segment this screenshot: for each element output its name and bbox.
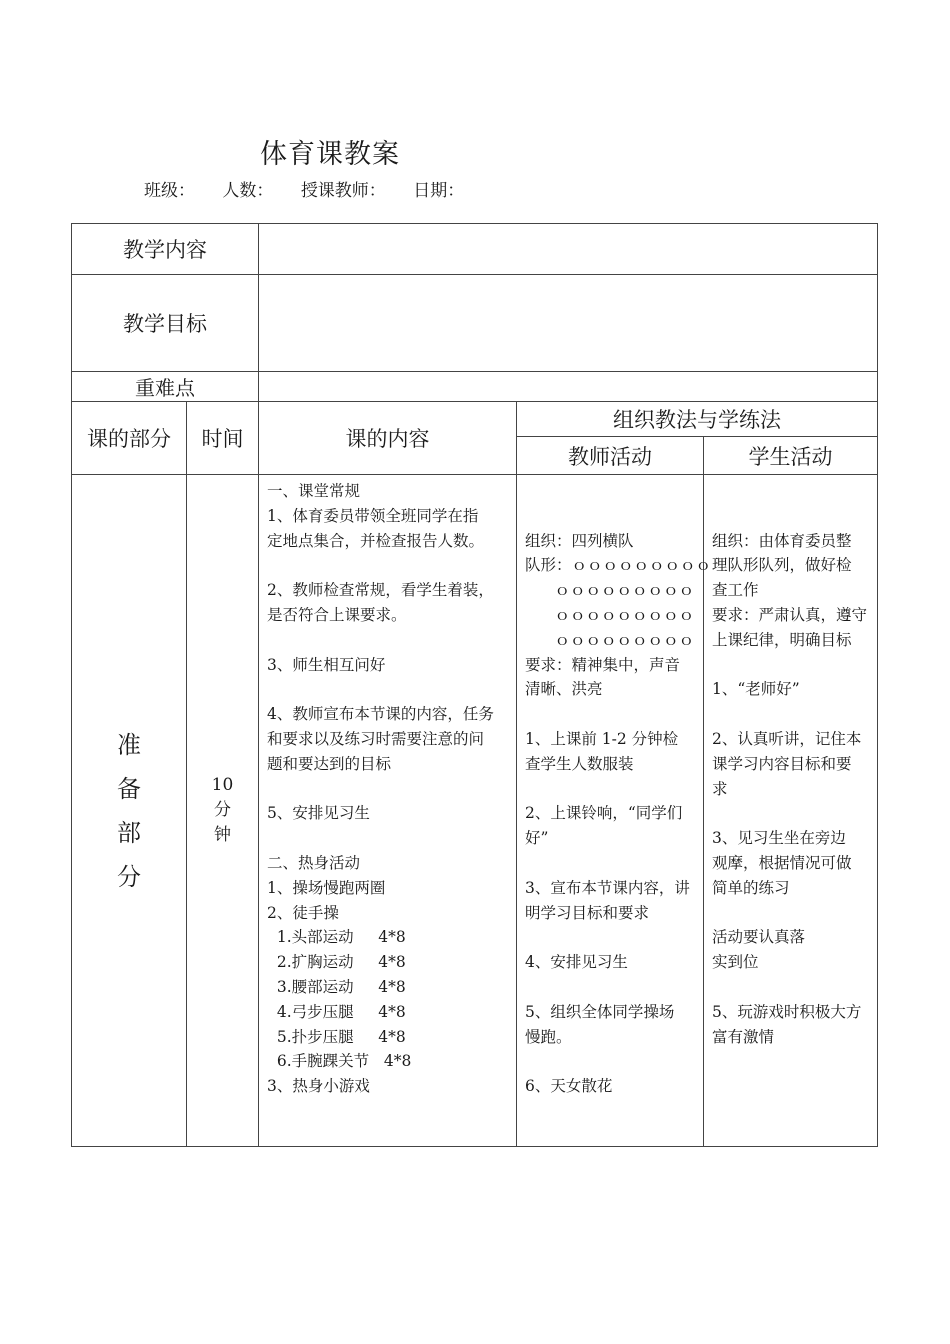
text-line: 一、课堂常规 — [267, 482, 361, 500]
text-line: 求 — [712, 779, 728, 798]
text-line — [712, 504, 869, 529]
time-unit: 分 — [214, 800, 231, 820]
text-line: 简单的练习 — [712, 878, 790, 897]
text-line — [267, 677, 508, 702]
text-line — [712, 801, 869, 826]
text-line: 组织：由体育委员整 — [712, 531, 852, 550]
text-line: 6.手腕踝关节 4*8 — [267, 1052, 412, 1071]
text-line — [267, 553, 508, 578]
text-line — [267, 628, 508, 653]
section-char: 部 — [117, 818, 141, 847]
text-line: 4、教师宣布本节课的内容，任务 — [267, 705, 494, 724]
text-line: 2、教师检查常规，看学生着装， — [267, 581, 494, 600]
text-line: 定地点集合，并检查报告人数。 — [267, 531, 485, 550]
text-line: 3、宣布本节课内容，讲 — [525, 878, 690, 897]
meta-date: 日期： — [413, 181, 465, 201]
text-line: 慢跑。 — [525, 1027, 572, 1046]
header-student: 学生活动 — [704, 437, 878, 475]
text-line: 6、天女散花 — [525, 1077, 613, 1096]
key-points-label: 重难点 — [72, 372, 259, 402]
text-line: 2、上课铃响，“同学们 — [525, 804, 683, 823]
teaching-objective-label: 教学目标 — [72, 275, 259, 372]
text-line: 明学习目标和要求 — [525, 903, 650, 922]
text-line — [267, 826, 508, 851]
text-line: ｏｏｏｏｏｏｏｏｏ — [525, 581, 695, 600]
text-line: 1.头部运动 4*8 — [267, 928, 406, 947]
text-line: 理队形队列，做好检 — [712, 556, 852, 575]
lesson-content — [259, 475, 517, 1147]
text-line: 清晰、洪亮 — [525, 680, 603, 699]
meta-count: 人数： — [222, 181, 274, 201]
text-line: 观摩，根据情况可做 — [712, 853, 852, 872]
time-unit: 钟 — [214, 825, 231, 845]
text-line: 富有激情 — [712, 1027, 775, 1046]
text-line: 3、热身小游戏 — [267, 1077, 370, 1096]
text-line: 4.弓步压腿 4*8 — [267, 1002, 406, 1021]
text-line: 要求：严肃认真，遵守 — [712, 605, 868, 624]
text-line: 二、热身活动 — [267, 853, 361, 872]
meta-teacher: 授课教师： — [300, 181, 386, 201]
student-activity — [704, 475, 878, 1147]
text-line: 课学习内容目标和要 — [712, 754, 852, 773]
header-content: 课的内容 — [259, 402, 517, 475]
text-line: 3、见习生坐在旁边 — [712, 829, 846, 848]
section-preparation — [72, 475, 187, 1147]
text-line: 2、徒手操 — [267, 903, 339, 922]
text-line: 3、师生相互问好 — [267, 655, 386, 674]
text-line: 4、安排见习生 — [525, 953, 628, 972]
text-line: 查学生人数服装 — [525, 754, 634, 773]
section-char: 准 — [117, 730, 141, 759]
text-line: 是否符合上课要求。 — [267, 605, 407, 624]
section-char: 备 — [117, 774, 141, 803]
text-line — [525, 504, 695, 529]
text-line — [525, 851, 695, 876]
text-line — [267, 777, 508, 802]
teaching-content-value — [259, 224, 878, 275]
text-line: 队形：ｏｏｏｏｏｏｏｏｏ — [525, 556, 712, 575]
text-line — [525, 777, 695, 802]
text-line: 活动要认真落 — [712, 928, 806, 947]
text-line: 题和要达到的目标 — [267, 754, 392, 773]
text-line: 1、体育委员带领全班同学在指 — [267, 506, 479, 525]
header-time: 时间 — [187, 402, 259, 475]
text-line: 1、上课前 1-2 分钟检 — [525, 729, 679, 748]
text-line: 2.扩胸运动 4*8 — [267, 953, 406, 972]
text-line: 5、玩游戏时积极大方 — [712, 1002, 862, 1021]
text-line: 5.扑步压腿 4*8 — [267, 1027, 406, 1046]
text-line: ｏｏｏｏｏｏｏｏｏ — [525, 630, 695, 649]
text-line: 实到位 — [712, 953, 759, 972]
header-teacher: 教师活动 — [517, 437, 704, 475]
text-line — [712, 901, 869, 926]
header-methods: 组织教法与学练法 — [517, 402, 878, 437]
header-part: 课的部分 — [72, 402, 187, 475]
text-line — [712, 479, 869, 504]
text-line: 5、组织全体同学操场 — [525, 1002, 675, 1021]
text-line: 1、操场慢跑两圈 — [267, 878, 386, 897]
page-title: 体育课教案 — [260, 139, 400, 170]
text-line — [525, 1049, 695, 1074]
teaching-objective-value — [259, 275, 878, 372]
teacher-activity — [517, 475, 712, 1147]
text-line: 上课纪律，明确目标 — [712, 630, 852, 649]
lesson-meta — [144, 176, 486, 201]
lesson-plan-table — [71, 223, 878, 1147]
meta-class: 班级： — [144, 181, 195, 201]
text-line: 2、认真听讲，记住本 — [712, 729, 862, 748]
text-line — [525, 925, 695, 950]
text-line: 查工作 — [712, 581, 759, 600]
section-char: 分 — [117, 862, 141, 891]
text-line — [525, 702, 695, 727]
key-points-value — [259, 372, 878, 402]
text-line: 5、安排见习生 — [267, 804, 370, 823]
text-line — [712, 975, 869, 1000]
text-line — [525, 975, 695, 1000]
text-line — [712, 702, 869, 727]
text-line: 3.腰部运动 4*8 — [267, 977, 406, 996]
text-line: ｏｏｏｏｏｏｏｏｏ — [525, 605, 695, 624]
text-line: 1、“老师好” — [712, 680, 800, 699]
time-value: 10 — [211, 775, 234, 795]
text-line: 和要求以及练习时需要注意的问 — [267, 729, 485, 748]
teaching-content-label: 教学内容 — [72, 224, 259, 275]
text-line: 组织：四列横队 — [525, 531, 634, 550]
section-time — [187, 475, 259, 1147]
text-line: 要求：精神集中，声音 — [525, 655, 681, 674]
text-line: 好” — [525, 829, 549, 848]
text-line — [525, 479, 695, 504]
text-line — [712, 653, 869, 678]
